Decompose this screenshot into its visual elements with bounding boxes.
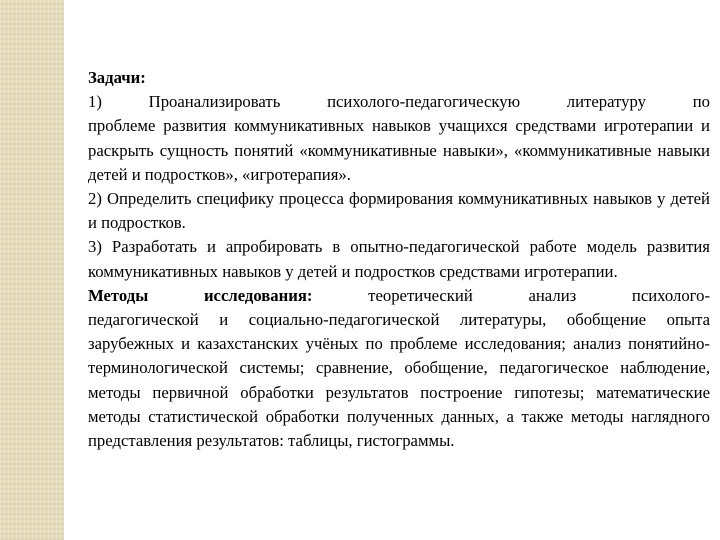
methods-first-line [88, 284, 710, 308]
task-item-1-first-line: 1) Проанализировать психолого-педагогическую литературу по [88, 92, 710, 112]
task-item-3: 3) Разработать и апробировать в опытно-педагогической работе модель развития коммуникативных навыков у детей и подростков средствами игротерапии. [88, 237, 710, 281]
task-item-2: 2) Определить специфику процесса формирования коммуникативных навыков у детей и подростков. [88, 189, 710, 233]
decorative-side-strip [0, 0, 64, 540]
methods-heading: Методы исследования: [88, 285, 313, 305]
methods-body: педагогической и социально-педагогической литературы, обобщение опыта зарубежных и казахстанских учёных по проблеме исследования; анализ понятийно-терминологической системы; сравнение, обобщение, педагогическое наблюдение, методы первичной обработки результатов построение гипотезы; математические методы статистической обработки полученных данных, а также методы наглядного представления результатов: таблицы, гистограммы. [88, 310, 710, 451]
tasks-heading: Задачи: [88, 68, 146, 87]
task-item-1-rest: проблеме развития коммуникативных навыков учащихся средствами игротерапии и раскрыть сущность понятий «коммуникативные навыки», «коммуникативные навыки детей и подростков», «игротерапия». [88, 116, 710, 184]
slide-content [88, 66, 710, 453]
methods-first-line-text: теоретический анализ психолого- [368, 285, 711, 305]
